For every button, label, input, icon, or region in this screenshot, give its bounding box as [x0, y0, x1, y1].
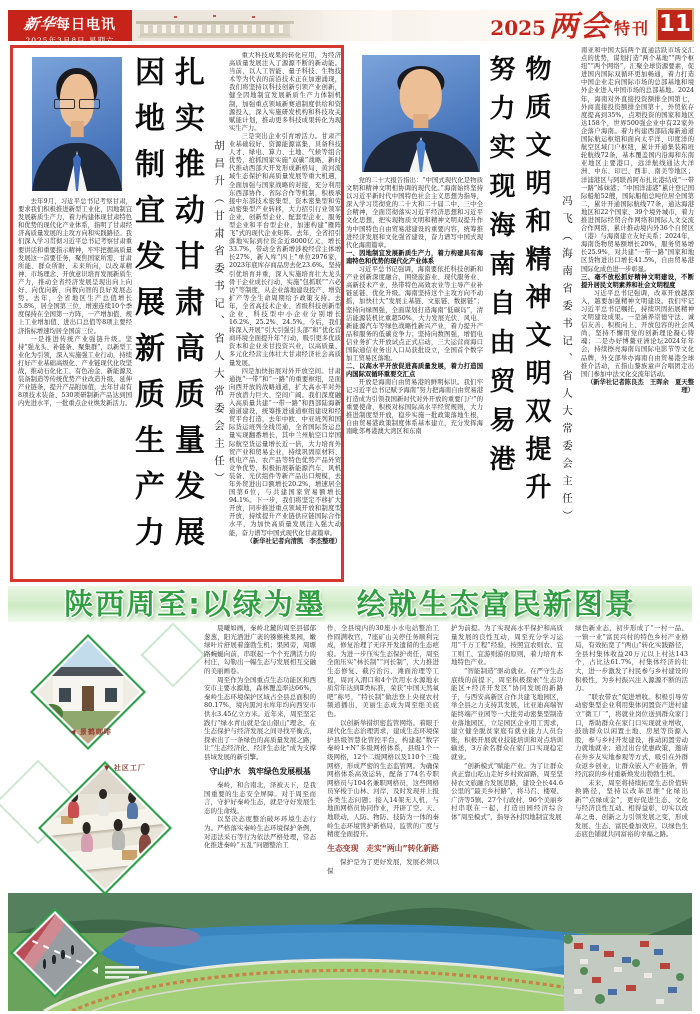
paragraph: 晨曦如画，秦岭北麓的周至县郁郁葱葱，阳光洒进广袤的猕猴桃果园，嫩绿叶片舒展着蓬勃生机；果园旁，周塬路蜿蜒向前，串联起一个个充满活力的村庄，勾勒出一幅生态与发展相互交融的美丽画卷。: [204, 624, 316, 675]
paragraph: 开放是海南自由贸易港的鲜明标识。我们牢记习近平总书记赋予海南“努力把海南自由贸易港打造成为引领我国新时代对外开放的重要门户”的重要使命，积极对标国际高水平经贸规则，大力推进制度型开放，稳步实施一批政策落地生根，自由贸易港政策制度体系基本建立，充分发挥海南毗邻粤港澳大湾区和东南: [346, 379, 483, 435]
photo-label-factory: ▼ 社区工厂: [104, 764, 146, 772]
hainan-headline-line1: 物质文明和精神文明双提升: [521, 55, 551, 511]
paragraph: 去年9月，习近平总书记考察甘肃，要求我们积极推进新型工业化，因地制宜发展新质生产力，着力构建体现甘肃特色和优势的现代化产业体系，指明了甘肃经济高质量发展的主攻方向和实践路径。我们深入学习贯彻习近平总书记考察甘肃重要讲话和重要指示精神，牢牢把握高质量发展这一首要任务，聚焦国家所需、甘肃所能、群众所盼、未来所向，以改革精神、市场理念、开放意识培育发展新质生产力，推动全省经济发展呈现出向上向好、向优向新、向数向智的良好发展态势。去年，全省地区生产总值增长5.8%，居全国第三位，增速连续10个季度保持在全国第一方阵，一产增加值、规上工业增加值、进出口总值等8项主要经济指标增速均居全国前三位。: [18, 198, 132, 335]
feature-subhead-1: 守山护水 筑牢绿色发展根基: [209, 766, 311, 776]
hainan-headline-line2: 努力实现海南自由贸易港: [485, 55, 515, 484]
paragraph: 习近平总书记强调，改革开放越深入，越要加强精神文明建设。我们牢记习近平总书记嘱托，持续巩固拓展精神文明建设成果。一是涵养崇德守法、诚信友善、积极向上、开放包容的社会风尚，坚持不懈用党的创新理论凝心铸魂；二是办好博鳌亚洲论坛2024年年会，持续擦亮海南岛国际电影节等文化品牌，外交部举办海南自由贸易港全球推介活动，五指山黎族童声合唱团走出国门参加中法文化交流年活动。: [581, 289, 694, 378]
hainan-subhead-2: 二、以高水平开放促进高质量发展，着力打造国内国际双循环重要交汇点: [346, 363, 483, 379]
gansu-endnote: （新华社记者向清凯 李杰整理）: [246, 537, 341, 545]
feature-banner: [8, 586, 692, 622]
hainan-subhead-1: 一、因地制宜发展新质生产力，着力构建具有海南特色和优势的现代化产业体系: [346, 249, 483, 265]
paragraph: 党的二十大报告指出：“中国式现代化是物质文明和精神文明相协调的现代化。”海南始终坚持以习近平新时代中国特色社会主义思想为指导，深入学习贯彻党的二十大和二十届二中、三中全会精神，全面贯彻落实习近平经济思想和习近平文化思想，把实现物质文明和精神文明双提升作为中国特色自由贸易港建设的重要内容，统筹推进经济发展和文化强省建设，奋力谱写中国式现代化海南篇章。: [346, 177, 483, 249]
paragraph: 重大科技成果的转化应用，为经济高质量发展注入了源源不断的新动能。当前，以人工智能、量子科技、生物技术等为代表的前沿技术正在加速涌现，我们将坚持以科技创新引领产业创新，健全因地制宜发展新质生产力体制机制，加强重点领域新赛道制度供给和资源投入，深入实施研发机构和科技攻关赋能计划，推动更多科技成果转化为现实生产力。: [229, 52, 341, 132]
hainan-subhead-3: 三、毫不放松抓好精神文明建设，不断提升居民文明素养和社会文明程度: [581, 273, 694, 289]
paragraph: 绿色新业态，初步形成了“一村一品、一镇一业”富民兴村的特色乡村产业格局，有效拓宽了“两山”转化实践路径，全县村集体收益20万元以上村达143个，占比达61.7%，村集体经济的壮大，进一步激发了村民参与乡村建设的积极性，为乡村振兴注入源源不断的活力。: [575, 624, 688, 693]
official-photo-feng-fei: [362, 55, 480, 172]
feature-column-4: [575, 624, 688, 890]
feature-subhead-2: 生态变现 走实“两山”转化新路: [327, 843, 439, 853]
paragraph: 周至作为全国重点生态功能区和西安市主要水源地，森林覆盖率达66%，秦岭生态环境保护区域占全县总面积的80.17%，境内黑河水库年均向西安市供水3.45亿立方米。近年来，周至坚定践行“绿水青山就是金山银山”理念，在生态保护与经济发展之间寻找平衡点，探索出了一条绿色的高质量发展之路，让“生态经济化、经济生态化”成为支撑县域发展的新引擎。: [204, 675, 316, 761]
paragraph: 习近平总书记强调，海南要依托科技创新和产业创新深度融合，围绕旅游业、现代服务业、高新技术产业、热带特色高效农业等主导产业补链延链、优化升级。海南坚持这个主攻方向不动摇，加快壮大“发展主基链、文旅链、数据链”；坚持向绿图强，全面谋划打造海南“低碳岛”，清洁能源装机比重超50%，大力发展光伏、风电、新能源汽车等绿色战略性新兴产业，着力提升产品和服务的低碳竞争力；坚持向数图强，增值电信业务扩大开放试点正式启动，三大运营商海口国际通信业务出入口局获批设立，全国首个数字加工贸易区落地。: [346, 266, 483, 363]
paragraph: 南亚和中国大陆两个直通活跃市场交汇点的优势，谋划打造“两个基地”“两个枢纽”“两个网络”，汇聚全球资源要素，促进国内国际双循环更加畅通，着力打造中国企业走向国际市场的总部基地和境外企业进入中国市场的总部基地。2024年，海南对外直接投资额排全国第七，外商直接投资额排全国第十，外贸依存度提高到35%，点项投资的国家和地区达158个，世界500强企业中有22家外企落户海南。着力构建西部陆海新通道国际航运枢纽和面向太平洋、印度洋的航空区域门户枢纽，累计开通集装箱班轮航线72条，基本覆盖国内沿海和东南亚地区主要港口，远洋航线通达大洋洲、中东、印巴、西非、南美等地区；洋浦港区与阿联酋阿布扎比港结成“一带一路”姊妹港；“中国洋浦港”累计登记国际船舶52艘，国际船舶总吨位居全国第二，累计开通国际航线77条，通达海港地区和22个国家、39个境外城市，着力推进国际经贸合作网络和国际人文交流合作网络，累计推动境内外36个自贸区（港）与海南建立友好关系；2024年，海南货物贸易额增长20%，服务贸易增长25.9%，对共建“一带一路”国家和地区货物进出口增长41.5%，自由贸易港国际化成色进一步彰显。: [581, 47, 694, 273]
photo-label-cafe: ◀ 景鹤咖啡: [70, 728, 112, 736]
paragraph: 以坚决态度整治破坏环境生态行为。严格落实秦岭生态环境保护条例，对违法采石等行为依法严格处理，常态化推进秦岭“五乱”问题整治工: [204, 815, 316, 850]
reservoir-aerial-photo: [8, 893, 692, 1011]
feature-column-2: [327, 624, 439, 890]
hainan-body-column-1: [346, 177, 483, 577]
paragraph: 保护是为了更好发展，发展必须以保: [327, 858, 439, 876]
paragraph: 秦岭，和合南北，泽被天下，是我国重要的生态安全屏障。对于周至而言，守护好秦岭生态，就是守好发展生态的生命线。: [204, 781, 316, 815]
paragraph: 以创新举措织密监管网络。着眼于现代化生态治理需求，建成生态环境保护县级智慧化管控平台，构建起“数字秦岭1+N”多级网格体系，县级1个一级网格，12个二级网格以及110个三级网格，形成严密的生态监管网。为确保网格体系高效运转，配备了74名专职网格员与104名兼职网格员，这些网格员穿梭于山林、河岸，及时发现并上报各类生态问题；接入14架无人机，与地面网格员协同作业，开辟了空、天、地联动，人防、物防、技防为一体的秦岭生态环境管护新格局，监管的广度与精度全面提升。: [327, 718, 439, 839]
article-hainan: [345, 45, 695, 582]
edition-year: 2025: [490, 16, 546, 40]
paragraph: 未来，周至将持续拓宽生态价值转换路径，坚持以改革思维“化绿出新”“点绿成金”，更好促进生态、文化与经济良性互动、相得益彰，切实以改革之勇、创新之力引领发展之变，形成发展、生态、富民叠加效应，以绿色生态底色铺就共同富裕的幸福之路。: [575, 778, 688, 839]
paragraph: 四是加快拓展对外开放空间。甘肃通扼“一带”和“一路”的重要枢纽，是面向西开放的战略通道，扩大高水平对外开放潜力巨大、空间广阔。我们深度融入高质量共建“一带一路”和西部陆海新通道建设，统筹推进通道枢纽建设和经贸平台打造，去年中欧、中亚班列和国际货运班列全线贯通，全省国际货运总量实现翻番增长，其中兰州航空口岸国际航空货运量增长近一倍，大力培育外贸产业和贸易企业，持续巩固原材料、机电产品、农产品等特色优势产品外贸竞争优势，积极拓展新能源汽车、风机装备、光伏组件等新产品出口规模，去年外贸进出口额增长20.2%，增速居全国第6位，与共建国家贸易额增长94.1%。下一步，我们将坚定不移扩大开放，同步推进重点领域开放和制度型开放，持续提升产业链供应链国际合作水平，为加快高质量发展注入强大动能，奋力谱写中国式现代化甘肃篇章。: [229, 367, 341, 537]
edition-title: [490, 11, 650, 41]
paragraph: 作，全县境内的30座小水电站整治工作圆满收官，7座矿山关停任务顺利完成，修复治理了无序开发遗留的生态疤痕。为进一步压实生态保护责任，周至全面压实“林长制”“河长制”，大力推进生态修复、截污治污、滩面治理等工程，周河入渭口和4个饮用水水源地水质常年达到Ⅱ类标准，荣获“中国天然氧吧”称号，“特长制”做法登上央视农村频道播出，美丽生态成为周至绝美底色。: [327, 624, 439, 718]
masthead-logo-rest: 每日电讯: [56, 17, 116, 33]
glasses: [50, 99, 104, 110]
hainan-byline: 冯飞（海南省委书记、省人大常委会主任）: [561, 195, 573, 528]
paragraph: “联农带农”促进增收。积极引导劳动密集型企业利用集体闲置资产进村建立“微工厂”，将就业岗位送到群众家门口，帮助群众在家门口实现就业增收，鼓励群众以闲置土地、房屋等资源入股，参与乡村开发建设，推动闲置劳动力就地就业；通过出台优惠政策，邀请在外乡友实地参观等方式，吸引在外群众返乡创业，让群众嵌入产业链条，曾经沉寂的乡村重新焕发出勃勃生机。: [575, 692, 688, 779]
paragraph: “智能制造”驱动就业。在严守生态底线的前提下，周至积极探索“生态功能区+经济开发区”协同发展的新路子，与西安高新区合作共建飞地园区，举全县之力支持其发展，比亚迪高端智能终端产业园等一大批劳动密集型制造业落地园区，立足园区企业用工需求，建立健全脱贫家庭有就业能力人员台账，积极开展就业技能培训和对点培训输送，3万余名群众在家门口实现稳定就业。: [451, 666, 563, 761]
hainan-endnote: （新华社记者陈良杰 王晖余 夏天整理）: [586, 378, 694, 394]
gansu-byline: 胡昌升（甘肃省委书记、省人大常委会主任）: [213, 140, 225, 490]
decor-diamond: [140, 622, 205, 687]
hainan-body-column-2: [581, 47, 694, 579]
gansu-headline-line1: 扎实推动甘肃高质量发展: [169, 56, 204, 562]
gansu-body-column-1: [18, 198, 132, 576]
gansu-headline-line2: 因地制宜发展新质生产力: [129, 56, 164, 562]
feature-column-1: [204, 624, 316, 890]
feature-title: 陕西周至:以绿为墨 绘就生态富民新图景: [64, 587, 636, 621]
photo-fade-overlay: [132, 10, 392, 41]
gansu-body-column-2: [229, 52, 341, 578]
article-gansu: [10, 45, 344, 582]
masthead-logo-script: 新华: [22, 15, 58, 33]
official-photo-hu-changsheng: [32, 57, 122, 191]
masthead-logo-box: [8, 10, 132, 45]
paragraph: 一是推进传统产业强链升级。坚持“强龙头、补链条、聚集群”，以新型工业化为引领，深入实施强工业行动，持续打好产业基础高级化、产业链现代化攻坚战，推动石化化工、有色冶金、新能源及装备制造等传统优势产业改造升级，延伸产业链条，提升产品附加值，去年甘肃有8项技术装备、530项研制新产品达到国内先进水平，一批重点企业焕发新活力。: [18, 335, 132, 408]
feature-column-3: [451, 624, 563, 890]
masthead-date: 2025年3月8日 星期六: [25, 36, 115, 45]
paragraph: 三是突出企业引育增活力。甘肃产业基础较好、资源能源富集，具备科技人才、绿电、算力、土地、气候等组合优势，抢抓国家实施“双碳”战略、新时代推动西部大开发形成新格局、黄河流域生态保护和高质量发展等重大机遇，全面加强与国家战略的对接，充分利用东西部协作、省际合作等机制，积极承接中东部技术密集型、资本密集型和劳动密集型产业转移，大力招引行业领军企业、创新型企业、配套型企业、服务型企业和平台型企业，加速构建“雁阵飞”式的现代企业矩阵。去年，全省招引落地实际到位资金近8000亿元，增长33.7%，带动全省新增涉税经营主体增长27%，新入库“四上”单位2976家，2023年底库存商品房去化23.6%。坚持引优培育并重，深入实施培育壮大龙头骨干企业成长行动，实施“包抓联”“六必访”等制度，从企业落地建设投产、增资扩产等全生命周期给予政策支持。去年，全省高技术企业、省级科技创新型企业、科技型中小企业分别增长16.2%、25.2%、24.5%。今后，我们将深入开展“引大引强引头部”和“优化营商环境全面提升年”行动，吸引更多优质资本和企业来甘投资兴业，以高质量、多元化经营主体壮大甘肃经济社会高质量发展。: [229, 132, 341, 367]
paragraph: “创新模式”赋能产业。为了让群众真正靠山吃山走好乡村致富路，周至坚持农文旅融合发展思路，建设全长44.6公里的“最美乡村路”，将马召、楼观、广济等5镇、27个行政村、96个美丽乡村串联在一起，打造田园经济综合体“周至模式”，指导各村因地制宜发展: [451, 761, 563, 822]
page-number: 11: [656, 8, 694, 42]
paragraph: 护为前提。为了实现高水平保护和高质量发展的良性互动，周至充分学习运用“千万工程”经验，按照宜农则农、宜工则工、宜游则游的原则，着力培育本地特色产业。: [451, 624, 563, 667]
edition-suffix: 特刊: [613, 19, 650, 38]
masthead-logo: [8, 10, 132, 34]
edition-name: 两会: [548, 9, 611, 43]
